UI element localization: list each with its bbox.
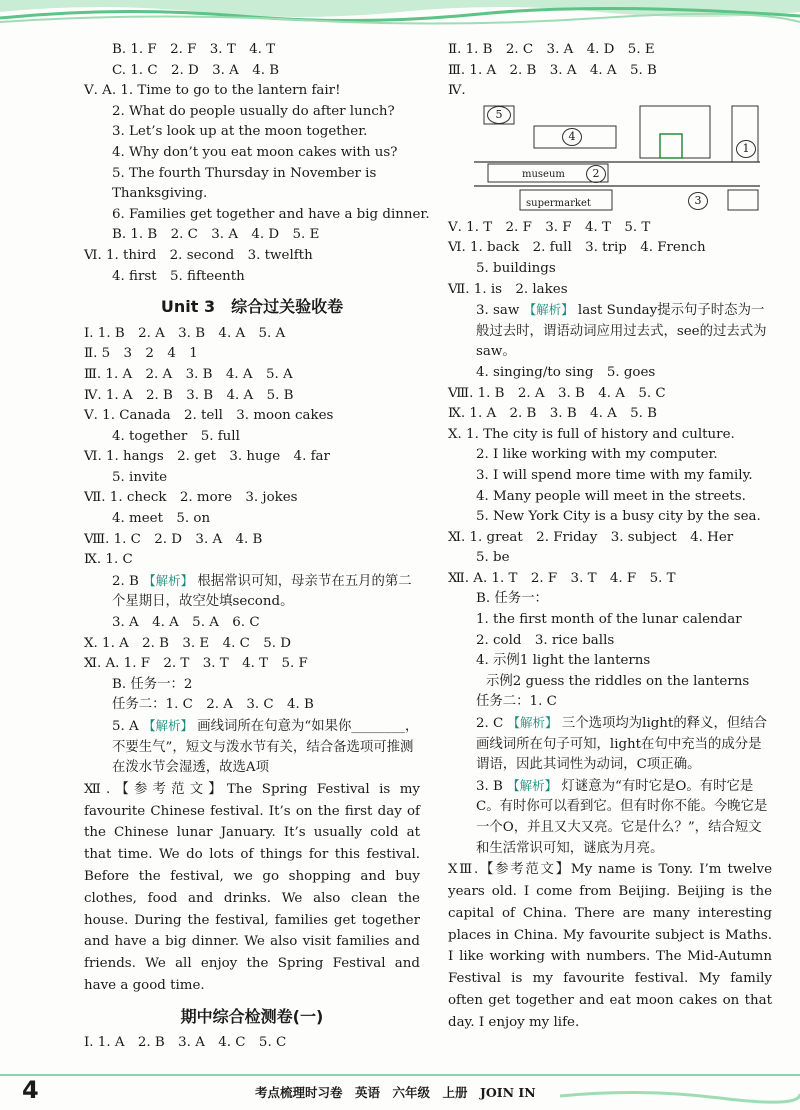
answer-line: Ⅵ. 1. back 2. full 3. trip 4. French xyxy=(448,240,706,256)
answer-line: Ⅶ. 1. check 2. more 3. jokes xyxy=(84,490,298,506)
street-map-diagram xyxy=(474,102,760,214)
answer-line: 5. The fourth Thursday in November is Thanksgiving. xyxy=(112,165,377,202)
answer-line: 2. cold 3. rice balls xyxy=(476,632,615,648)
explanation xyxy=(84,716,420,779)
answer-line: 4. Why don’t you eat moon cakes with us? xyxy=(112,144,398,160)
right-column xyxy=(448,40,772,1034)
answer-number: 2. C xyxy=(476,716,504,732)
answer-line: Ⅸ. 1. C xyxy=(84,552,133,568)
answer-line: 2. I like working with my computer. xyxy=(476,447,718,463)
answer-line: 4. singing/to sing 5. goes xyxy=(476,364,656,380)
map-drawing xyxy=(474,102,760,214)
answer-line: 5. be xyxy=(476,550,510,566)
section-title: Unit 3 综合过关验收卷 xyxy=(160,297,344,317)
answer-line: 任务二：1. C 2. A 3. C 4. B xyxy=(112,697,314,713)
answer-line: Ⅸ. 1. A 2. B 3. B 4. A 5. B xyxy=(448,406,658,422)
analysis-text: 三个选项均为light的释义，但结合画线词所在句子可知，light在句中充当的成分是谓语，因此其词性为动词，C项正确。 xyxy=(476,716,768,773)
answer-line: Ⅲ. 1. A 2. A 3. B 4. A 5. A xyxy=(84,366,293,382)
answer-line: Ⅱ. 1. B 2. C 3. A 4. D 5. E xyxy=(448,42,655,57)
building xyxy=(640,106,710,158)
page-footer xyxy=(0,1072,800,1110)
answer-number: 5. A xyxy=(112,719,139,734)
answer-line: C. 1. C 2. D 3. A 4. B xyxy=(112,62,280,78)
model-essay xyxy=(84,779,420,997)
answer-line: Ⅴ. A. 1. Time to go to the lantern fair! xyxy=(84,83,341,99)
analysis-text: 画线词所在句意为“如果你________，不要生气”，短文与泼水节有关，结合备选项可推测在泼水节会湿透，故选A项 xyxy=(112,719,419,776)
answer-line: 3. I will spend more time with my family. xyxy=(476,467,753,483)
answer-line: Ⅺ. 1. great 2. Friday 3. subject 4. Her xyxy=(448,529,734,545)
marker-5: 5 xyxy=(487,106,511,124)
analysis-label: 【解析】 xyxy=(523,302,574,318)
museum-label: museum xyxy=(522,168,565,180)
marker-1: 1 xyxy=(736,140,756,158)
supermarket-label: supermarket xyxy=(526,197,591,209)
answer-line: 3. Let’s look up at the moon together. xyxy=(112,124,368,140)
answer-line: Ⅷ. 1. C 2. D 3. A 4. B xyxy=(84,531,263,547)
section-title: 期中综合检测卷(一) xyxy=(180,1006,324,1026)
analysis-label: 【解析】 xyxy=(142,718,193,733)
answer-number: 3. B xyxy=(476,778,503,794)
answer-line: Ⅴ. 1. T 2. F 3. F 4. T 5. T xyxy=(448,219,651,235)
explanation xyxy=(84,571,420,613)
answer-line: 5. New York City is a busy city by the sea. xyxy=(476,509,761,525)
answer-number: 3. saw xyxy=(476,303,520,319)
answer-line: Ⅻ. A. 1. T 2. F 3. T 4. F 5. T xyxy=(448,570,676,586)
answer-line: 1. the first month of the lunar calendar xyxy=(476,612,742,628)
explanation xyxy=(448,300,772,363)
answer-line: Ⅲ. 1. A 2. B 3. A 4. A 5. B xyxy=(448,62,657,78)
left-column xyxy=(84,40,430,1054)
answer-label: Ⅳ. xyxy=(448,83,466,99)
answer-line: B. 任务一： xyxy=(476,591,548,607)
essay-label: Ⅻ.【参考范文】 xyxy=(84,781,227,797)
answer-line: B. 1. F 2. F 3. T 4. T xyxy=(112,42,276,57)
answer-line: 4. Many people will meet in the streets. xyxy=(476,488,746,504)
answer-line: 任务二：1. C xyxy=(476,694,557,710)
book-info: 考点梳理时习卷 英语 六年级 上册 JOIN IN xyxy=(255,1085,536,1100)
highlighted-building xyxy=(660,134,682,158)
marker-3: 3 xyxy=(688,192,708,210)
answer-line: Ⅵ. 1. third 2. second 3. twelfth xyxy=(84,247,313,263)
answer-line: B. 任务一：2 xyxy=(112,676,193,692)
explanation xyxy=(448,713,772,776)
analysis-text: 灯谜意为“有时它是O。有时它是C。有时你可以看到它。但有时你不能。今晚它是一个O，并且又大又亮。它是什么？”，结合短文和生活常识可知，谜底为月亮。 xyxy=(476,778,768,856)
explanation xyxy=(448,776,772,859)
essay-text: The Spring Festival is my favourite Chinese festival. It’s on the first day of the Chinese lunar January. It’s usually cold at that time. We do lots of things for this festival. Before the festival, we go shopping and buy clothes, food and drinks. We also clean the house. During the festival, families get together and have a big dinner. We also visit families and friends. We all enjoy the Spring Festival and have a good time. xyxy=(84,781,420,993)
decorative-top-band xyxy=(0,0,800,26)
building xyxy=(728,190,758,210)
marker-2: 2 xyxy=(586,165,606,183)
analysis-label: 【解析】 xyxy=(143,572,194,588)
marker-4: 4 xyxy=(562,128,582,146)
model-essay xyxy=(448,859,772,1033)
answer-line: Ⅶ. 1. is 2. lakes xyxy=(448,281,568,297)
answer-line: Ⅺ. A. 1. F 2. T 3. T 4. T 5. F xyxy=(84,656,308,672)
answer-line: B. 1. B 2. C 3. A 4. D 5. E xyxy=(112,227,320,243)
answer-line: Ⅴ. 1. Canada 2. tell 3. moon cakes xyxy=(84,408,334,424)
answer-line: Ⅳ. 1. A 2. B 3. B 4. A 5. B xyxy=(84,387,294,403)
answer-line: Ⅱ. 5 3 2 4 1 xyxy=(84,346,198,362)
answer-line: Ⅰ. 1. A 2. B 3. A 4. C 5. C xyxy=(84,1035,287,1051)
answer-line: Ⅵ. 1. hangs 2. get 3. huge 4. far xyxy=(84,449,330,465)
page-number: 4 xyxy=(22,1076,39,1104)
answer-line: Ⅰ. 1. B 2. A 3. B 4. A 5. A xyxy=(84,325,286,341)
answer-line: 4. meet 5. on xyxy=(112,511,211,527)
analysis-label: 【解析】 xyxy=(507,715,558,731)
analysis-text: last Sunday提示句子时态为一般过去时，谓语动词应用过去式，see的过去式为saw。 xyxy=(476,303,767,360)
answer-number: 2. B xyxy=(112,573,139,589)
essay-text: My name is Tony. I’m twelve years old. I come from Beijing. Beijing is the capital of China. There are many interesting places in China. My favourite subject is Maths. I like working with numbers. The Mid-Autumn Festival is my favourite festival. My family often get together and eat moon cakes on that day. I enjoy my life. xyxy=(448,862,772,1030)
answer-line: 3. A 4. A 5. A 6. C xyxy=(112,615,260,631)
answer-line: 4. first 5. fifteenth xyxy=(112,268,245,284)
answer-line: Ⅹ. 1. The city is full of history and culture. xyxy=(448,426,735,442)
answer-line: 4. together 5. full xyxy=(112,428,240,444)
analysis-text: 根据常识可知，母亲节在五月的第二个星期日，故空处填second。 xyxy=(112,573,412,610)
answer-line: 示例2 guess the riddles on the lanterns xyxy=(486,673,750,689)
answer-line: 5. buildings xyxy=(476,260,556,276)
essay-label: ⅩⅢ.【参考范文】 xyxy=(448,862,571,878)
answer-line: 2. What do people usually do after lunch? xyxy=(112,103,395,119)
answer-line: Ⅹ. 1. A 2. B 3. E 4. C 5. D xyxy=(84,635,292,651)
answer-line: 4. 示例1 light the lanterns xyxy=(476,653,651,669)
answer-line: 6. Families get together and have a big dinner. xyxy=(112,206,430,222)
answer-line: Ⅷ. 1. B 2. A 3. B 4. A 5. C xyxy=(448,385,666,401)
analysis-label: 【解析】 xyxy=(507,777,558,793)
answer-line: 5. invite xyxy=(112,469,168,485)
